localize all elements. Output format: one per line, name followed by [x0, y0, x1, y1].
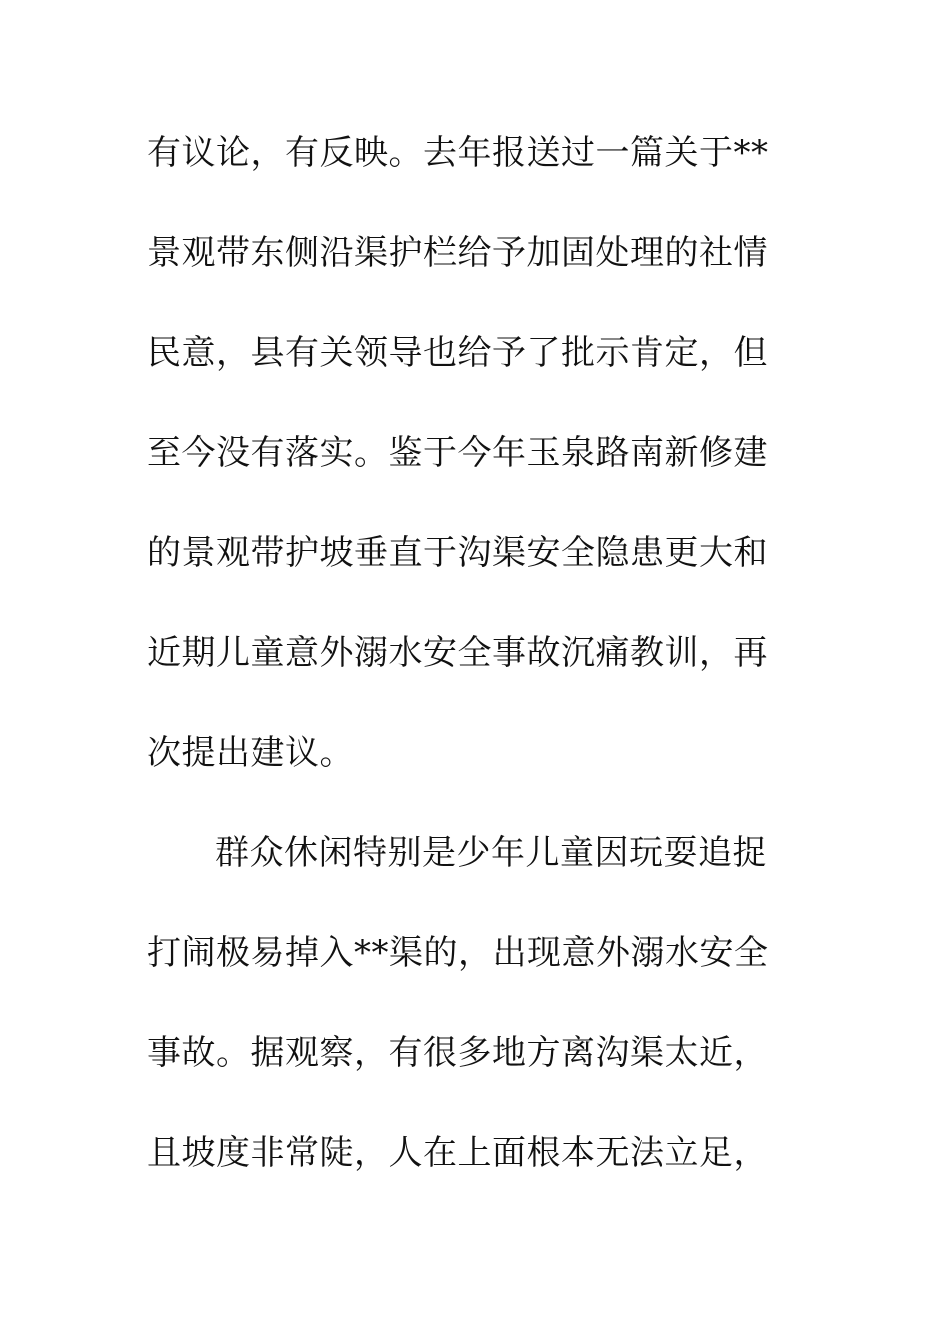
paragraph-line: 近期儿童意外溺水安全事故沉痛教训，再 [147, 633, 768, 673]
paragraph-line: 景观带东侧沿渠护栏给予加固处理的社情 [147, 233, 768, 273]
paragraph-line: 且坡度非常陡，人在上面根本无法立足， [147, 1133, 768, 1173]
paragraph-line: 群众休闲特别是少年儿童因玩耍追捉 [215, 833, 767, 873]
paragraph-line: 打闹极易掉入**渠的，出现意外溺水安全 [147, 933, 769, 973]
paragraph-line: 事故。据观察，有很多地方离沟渠太近， [147, 1033, 768, 1073]
paragraph-line: 至今没有落实。鉴于今年玉泉路南新修建 [147, 433, 768, 473]
paragraph-line: 次提出建议。 [147, 733, 354, 773]
paragraph-line: 有议论，有反映。去年报送过一篇关于** [147, 133, 769, 173]
paragraph-line: 的景观带护坡垂直于沟渠安全隐患更大和 [147, 533, 768, 573]
paragraph-line: 民意，县有关领导也给予了批示肯定，但 [147, 333, 768, 373]
